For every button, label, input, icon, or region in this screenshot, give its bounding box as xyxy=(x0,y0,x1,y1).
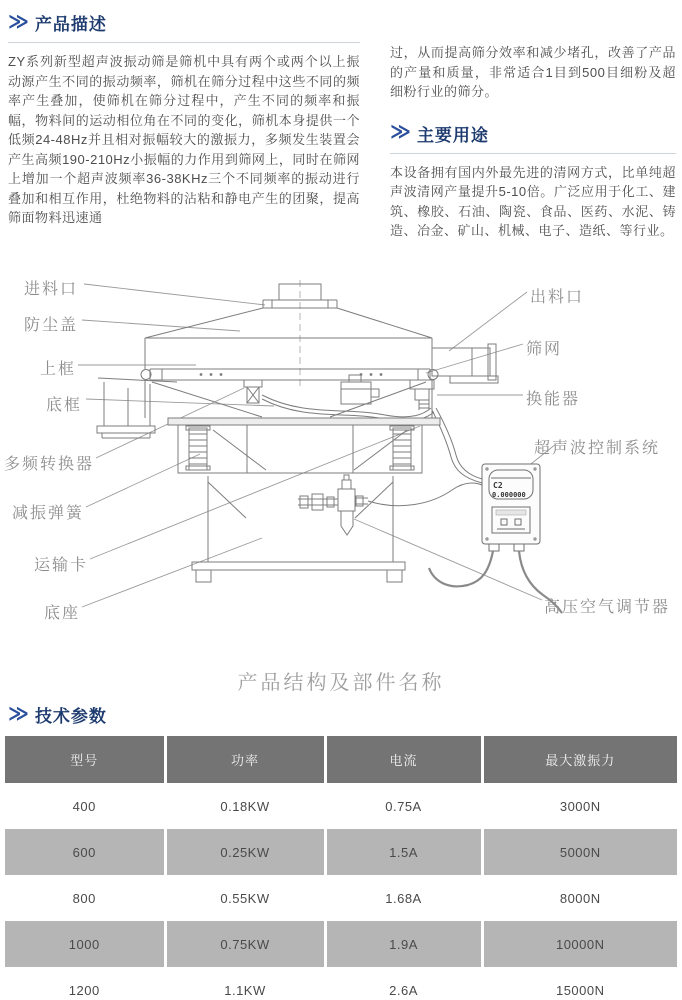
control-display-line2: 0.000000 xyxy=(492,491,526,499)
usage-section xyxy=(390,10,676,241)
cell-model: 400 xyxy=(5,783,165,829)
col-header-max-force: 最大激振力 xyxy=(482,736,677,783)
specs-table xyxy=(5,736,677,1000)
double-chevron-icon: ≫ xyxy=(390,121,411,143)
table-row xyxy=(5,829,677,875)
usage-heading xyxy=(390,121,676,146)
cell-force: 5000N xyxy=(482,829,677,875)
col-header-current: 电流 xyxy=(325,736,482,783)
air-regulator-label: 高压空气调节器 xyxy=(544,599,671,616)
bottom-frame-label: 底框 xyxy=(46,397,83,414)
ultrasonic-control-system-label: 超声波控制系统 xyxy=(534,440,661,457)
damping-spring-label: 减振弹簧 xyxy=(12,505,85,522)
cell-current: 1.5A xyxy=(325,829,482,875)
machine-diagram xyxy=(0,268,682,660)
discharge-outlet-label: 出料口 xyxy=(530,289,585,306)
cell-model: 1000 xyxy=(5,921,165,967)
table-row xyxy=(5,875,677,921)
upper-frame-label: 上框 xyxy=(40,361,77,378)
cell-force: 3000N xyxy=(482,783,677,829)
table-row xyxy=(5,783,677,829)
cell-force: 10000N xyxy=(482,921,677,967)
usage-paragraph: 本设备拥有国内外最先进的清网方式，比单纯超声波清网产量提升5-10倍。广泛应用于化工、建筑、橡胶、石油、陶瓷、食品、医药、水泥、铸造、冶金、矿山、机械、电子、造纸、等行业。 xyxy=(390,164,676,238)
description-heading xyxy=(8,10,360,35)
cell-current: 1.68A xyxy=(325,875,482,921)
screen-mesh-label: 筛网 xyxy=(526,341,563,358)
specs-title: 技术参数 xyxy=(34,707,107,726)
description-section xyxy=(8,10,360,228)
cell-force: 8000N xyxy=(482,875,677,921)
transducer-label: 换能器 xyxy=(526,391,581,408)
cell-model: 1200 xyxy=(5,967,165,1000)
usage-title: 主要用途 xyxy=(416,125,489,145)
description-paragraph-continued: 过，从而提高筛分效率和减少堵孔，改善了产品的产量和质量，非常适合1目到500目细粉及超细粉行业的筛分。 xyxy=(390,45,676,99)
multi-frequency-converter-label: 多频转换器 xyxy=(4,456,95,473)
description-title: 产品描述 xyxy=(34,15,107,34)
feed-inlet-label: 进料口 xyxy=(24,281,79,298)
double-chevron-icon: ≫ xyxy=(8,702,29,725)
cell-power: 0.75KW xyxy=(165,921,325,967)
specs-heading xyxy=(8,702,107,727)
control-display-line1: C2 xyxy=(493,481,503,490)
cell-model: 600 xyxy=(5,829,165,875)
description-paragraph: ZY系列新型超声波振动筛是筛机中具有两个或两个以上振动源产生不同的振动频率，筛机在筛分过程中这些不同的频率产生叠加，使筛机在筛分过程中，产生不同的频率和振幅，物料间的运动相位角在不同的变化，筛机本身提供一个低频24-48Hz并且相对振幅较大的激振力，多频发生装置会产生高频190-210Hz小振幅的力作用到筛网上，同时在筛网上增加一个超声波频率36-38KHz三个不同频率的振动进行叠加和相互作用，杜绝物料的沾粘和静电产生的团聚，提高筛面物料迅速通 xyxy=(8,54,360,225)
col-header-power: 功率 xyxy=(165,736,325,783)
cell-power: 0.18KW xyxy=(165,783,325,829)
cell-power: 1.1KW xyxy=(165,967,325,1000)
cell-power: 0.25KW xyxy=(165,829,325,875)
cell-model: 800 xyxy=(5,875,165,921)
heading-divider xyxy=(8,42,360,43)
specs-header-row xyxy=(5,736,677,783)
double-chevron-icon: ≫ xyxy=(8,10,29,33)
cell-current: 1.9A xyxy=(325,921,482,967)
base-label: 底座 xyxy=(44,605,81,622)
dust-cover-label: 防尘盖 xyxy=(24,317,79,334)
control-box xyxy=(429,464,562,613)
cell-force: 15000N xyxy=(482,967,677,1000)
table-row xyxy=(5,921,677,967)
heading-divider xyxy=(390,153,676,154)
transport-clamp-label: 运输卡 xyxy=(34,557,89,574)
structure-caption: 产品结构及部件名称 xyxy=(237,672,445,694)
cell-current: 0.75A xyxy=(325,783,482,829)
col-header-model: 型号 xyxy=(5,736,165,783)
table-row xyxy=(5,967,677,1000)
leader-lines xyxy=(78,284,556,607)
cell-power: 0.55KW xyxy=(165,875,325,921)
cell-current: 2.6A xyxy=(325,967,482,1000)
